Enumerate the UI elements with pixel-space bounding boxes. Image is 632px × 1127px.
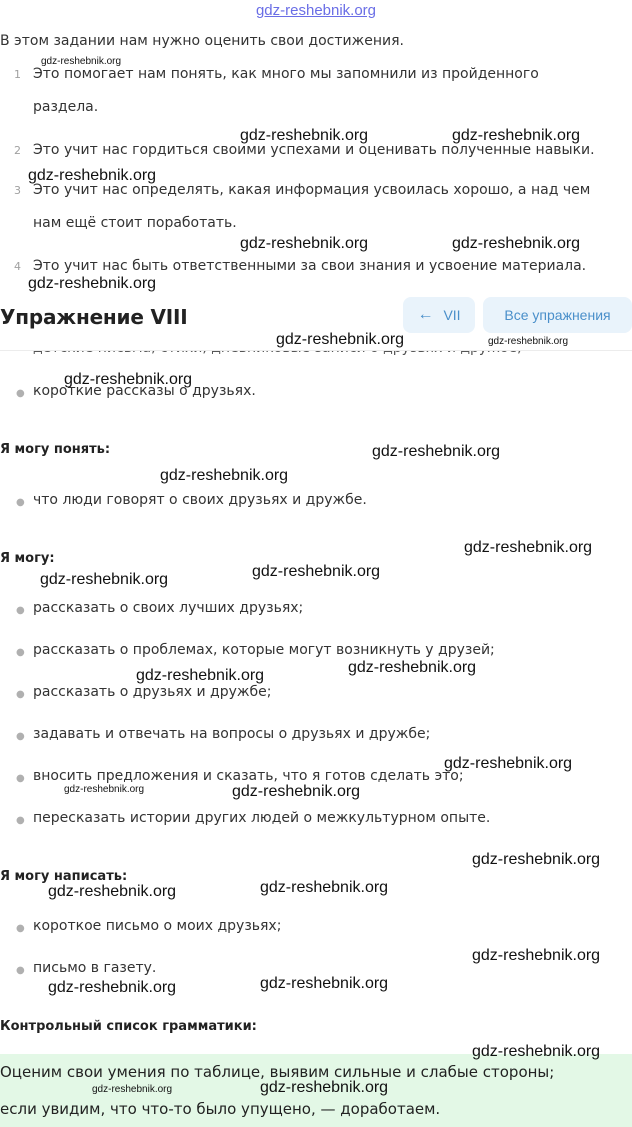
watermark-text: gdz-reshebnik.org xyxy=(160,467,289,484)
item-line: Это учит нас быть ответственными за свои знания и усвоение материала. xyxy=(33,258,587,274)
bullet-dot: ● xyxy=(16,388,25,399)
watermark-text: gdz-reshebnik.org xyxy=(472,1043,601,1060)
section-heading: Контрольный список грамматики: xyxy=(0,1019,257,1034)
bullet-dot: ● xyxy=(16,647,25,658)
prev-exercise-button[interactable] xyxy=(403,297,475,333)
list-item: вносить предложения и сказать, что я готов сделать это; xyxy=(33,768,464,784)
watermark-text: gdz-reshebnik.org xyxy=(464,539,593,556)
item-number: 2 xyxy=(14,144,21,157)
bullet-dot: ● xyxy=(16,497,25,508)
watermark-text: gdz-reshebnik.org xyxy=(276,331,405,348)
intro-text: В этом задании нам нужно оценить свои достижения. xyxy=(0,33,404,49)
watermark-text: gdz-reshebnik.org xyxy=(48,979,177,996)
watermark-text: gdz-reshebnik.org xyxy=(232,783,361,800)
item-line: раздела. xyxy=(33,99,99,115)
answer-line: если увидим, что что-то было упущено, — доработаем. xyxy=(0,1100,441,1118)
section-heading: Я могу: xyxy=(0,551,55,566)
list-item: что люди говорят о своих друзьях и дружбе. xyxy=(33,492,367,508)
list-item: рассказать о своих лучших друзьях; xyxy=(33,600,304,616)
watermark-text: gdz-reshebnik.org xyxy=(472,851,601,868)
watermark-text: gdz-reshebnik.org xyxy=(240,127,369,144)
watermark-text: gdz-reshebnik.org xyxy=(48,883,177,900)
bullet-dot: ● xyxy=(16,923,25,934)
list-item: короткое письмо о моих друзьях; xyxy=(33,918,282,934)
watermark-text: gdz-reshebnik.org xyxy=(260,975,389,992)
watermark-text: gdz-reshebnik.org xyxy=(348,659,477,676)
item-number: 3 xyxy=(14,184,21,197)
watermark-text: gdz-reshebnik.org xyxy=(28,167,157,184)
bullet-dot: ● xyxy=(16,773,25,784)
item-line: Это учит нас определять, какая информация усвоилась хорошо, а над чем xyxy=(33,182,591,198)
watermark-text: gdz-reshebnik.org xyxy=(92,1084,173,1095)
item-number: 1 xyxy=(14,68,21,81)
watermark-text: gdz-reshebnik.org xyxy=(64,371,193,388)
watermark-text: gdz-reshebnik.org xyxy=(240,235,369,252)
all-exercises-button[interactable] xyxy=(483,297,632,333)
item-line: Это помогает нам понять, как много мы запомнили из пройденного xyxy=(33,66,539,82)
site-header-link[interactable]: gdz-reshebnik.org xyxy=(255,2,377,19)
item-line: нам ещё стоит поработать. xyxy=(33,215,237,231)
watermark-text: gdz-reshebnik.org xyxy=(40,571,169,588)
watermark-text: gdz-reshebnik.org xyxy=(41,56,122,67)
bullet-dot: ● xyxy=(16,689,25,700)
list-item: рассказать о друзьях и дружбе; xyxy=(33,684,272,700)
watermark-text: gdz-reshebnik.org xyxy=(260,879,389,896)
exercise-title: Упражнение VIII xyxy=(0,305,188,329)
watermark-text: gdz-reshebnik.org xyxy=(260,1079,389,1096)
watermark-text: gdz-reshebnik.org xyxy=(472,947,601,964)
watermark-text: gdz-reshebnik.org xyxy=(444,755,573,772)
watermark-text: gdz-reshebnik.org xyxy=(488,336,569,347)
arrow-left-icon: ← xyxy=(417,306,434,323)
answer-line: Оценим свои умения по таблице, выявим сильные и слабые стороны; xyxy=(0,1063,555,1081)
list-item: задавать и отвечать на вопросы о друзьях и дружбе; xyxy=(33,726,431,742)
watermark-text: gdz-reshebnik.org xyxy=(372,443,501,460)
list-item: короткие рассказы о друзьях. xyxy=(33,383,256,399)
section-heading: Я могу понять: xyxy=(0,442,111,457)
list-item: пересказать истории других людей о межкультурном опыте. xyxy=(33,810,491,826)
item-number: 4 xyxy=(14,260,21,273)
list-item: рассказать о проблемах, которые могут возникнуть у друзей; xyxy=(33,642,495,658)
watermark-text: gdz-reshebnik.org xyxy=(452,235,581,252)
prev-exercise-label: VII xyxy=(443,307,461,323)
watermark-text: gdz-reshebnik.org xyxy=(28,275,157,292)
list-item: письмо в газету. xyxy=(33,960,157,976)
watermark-text: gdz-reshebnik.org xyxy=(452,127,581,144)
watermark-text: gdz-reshebnik.org xyxy=(64,784,145,795)
item-line: Это учит нас гордиться своими успехами и оценивать полученные навыки. xyxy=(33,142,595,158)
all-exercises-label: Все упражнения xyxy=(504,307,611,323)
watermark-text: gdz-reshebnik.org xyxy=(252,563,381,580)
bullet-dot: ● xyxy=(16,965,25,976)
section-heading: Я могу написать: xyxy=(0,869,128,884)
bullet-dot: ● xyxy=(16,731,25,742)
bullet-dot: ● xyxy=(16,605,25,616)
bullet-dot: ● xyxy=(16,815,25,826)
watermark-text: gdz-reshebnik.org xyxy=(136,667,265,684)
